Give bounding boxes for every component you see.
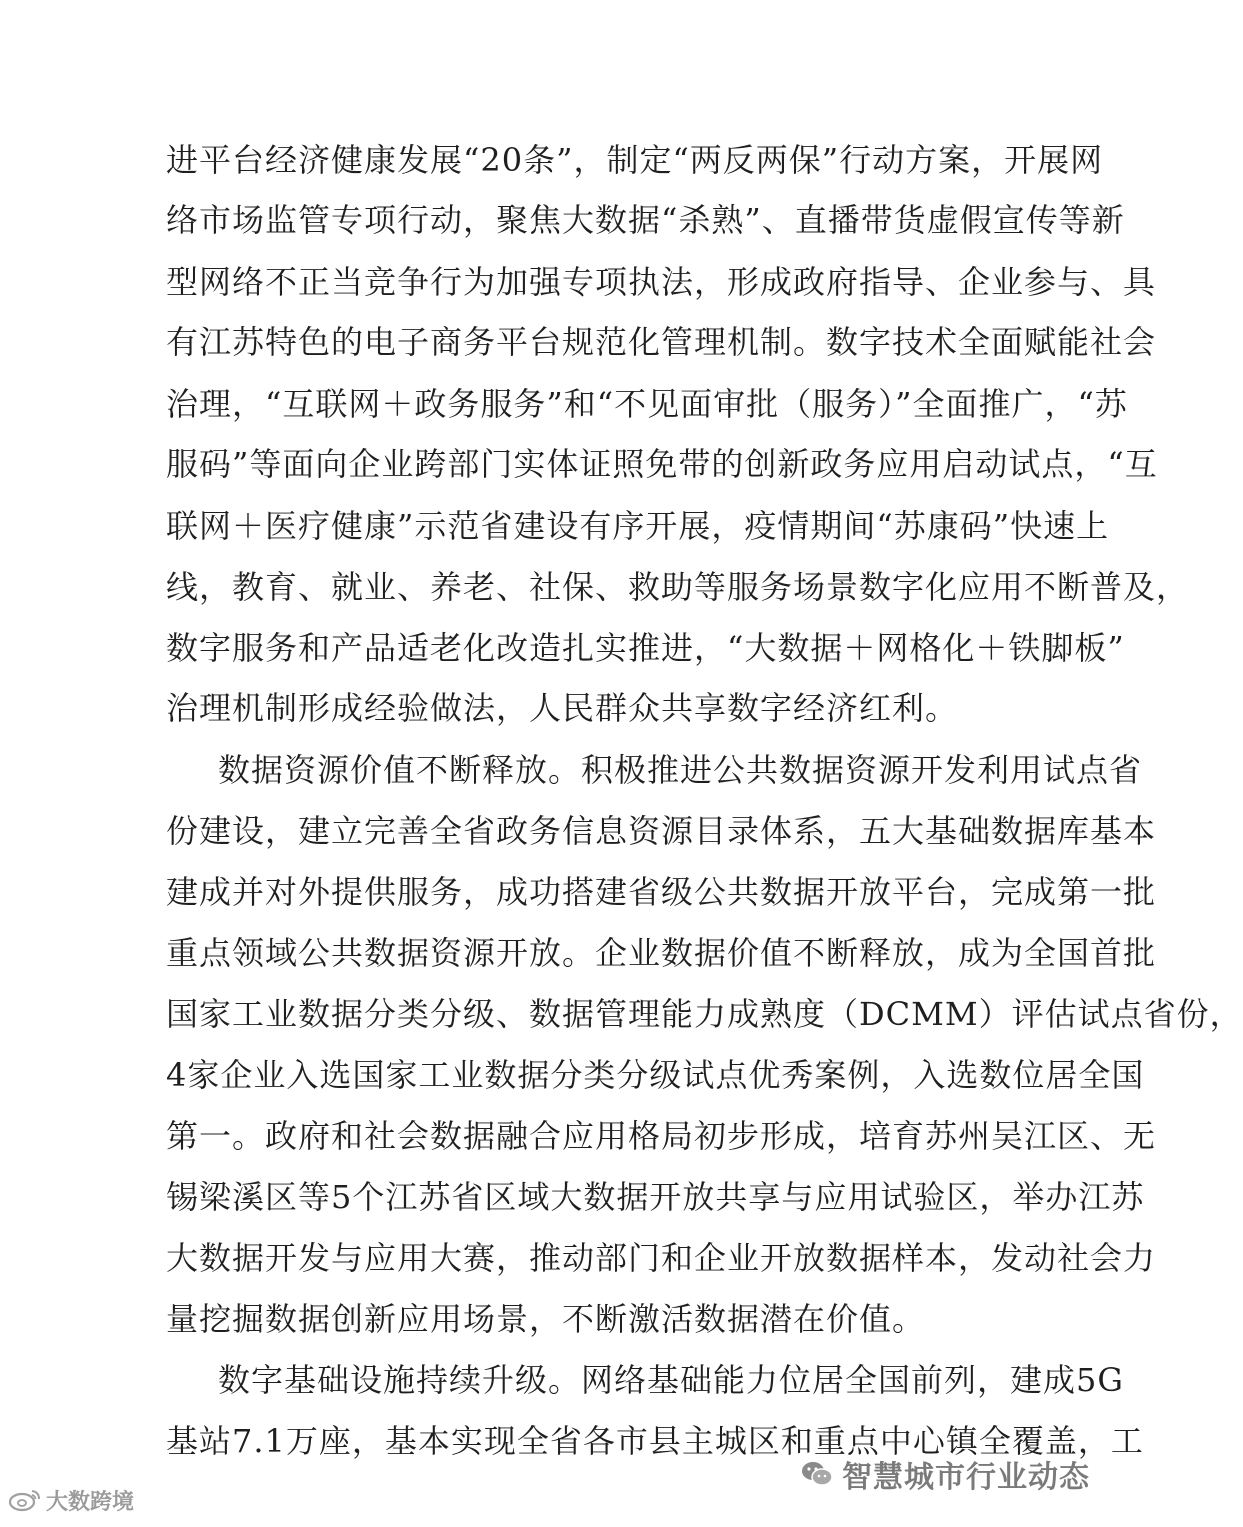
text-line: 数字服务和产品适老化改造扎实推进，“大数据＋网格化＋铁脚板” [166, 629, 1125, 667]
text-line: 服码”等面向企业跨部门实体证照免带的创新政务应用启动试点，“互 [166, 445, 1158, 483]
watermark-weibo [8, 1484, 134, 1516]
text-line: 治理，“互联网＋政务服务”和“不见面审批（服务）”全面推广，“苏 [166, 385, 1128, 423]
text-line: 国家工业数据分类分级、数据管理能力成熟度（DCMM）评估试点省份， [166, 995, 1243, 1033]
text-line: 4家企业入选国家工业数据分类分级试点优秀案例，入选数位居全国 [166, 1056, 1145, 1094]
text-line: 份建设，建立完善全省政务信息资源目录体系，五大基础数据库基本 [166, 812, 1157, 850]
watermark-wechat [800, 1452, 1090, 1496]
weibo-icon [8, 1487, 42, 1513]
watermark-left-text: 大数跨境 [46, 1489, 135, 1515]
text-line: 进平台经济健康发展“20条”，制定“两反两保”行动方案，开展网 [166, 141, 1104, 179]
paragraph-start-line: 数据资源价值不断释放。积极推进公共数据资源开发利用试点省 [218, 751, 1143, 789]
text-line: 量挖掘数据创新应用场景，不断激活数据潜在价值。 [166, 1300, 926, 1338]
text-line: 联网＋医疗健康”示范省建设有序开展，疫情期间“苏康码”快速上 [166, 507, 1110, 545]
wechat-icon [800, 1459, 834, 1489]
text-line: 重点领域公共数据资源开放。企业数据价值不断释放，成为全国首批 [166, 934, 1157, 972]
text-line: 治理机制形成经验做法，人民群众共享数字经济红利。 [166, 689, 959, 727]
text-line: 线，教育、就业、养老、社保、救助等服务场景数字化应用不断普及， [166, 568, 1190, 606]
text-line: 基站7.1万座，基本实现全省各市县主城区和重点中心镇全覆盖，工 [166, 1422, 1144, 1460]
text-line: 络市场监管专项行动，聚焦大数据“杀熟”、直播带货虚假宣传等新 [166, 201, 1125, 239]
text-line: 锡梁溪区等5个江苏省区域大数据开放共享与应用试验区，举办江苏 [166, 1178, 1145, 1216]
text-line: 型网络不正当竞争行为加强专项执法，形成政府指导、企业参与、具 [166, 263, 1157, 301]
text-line: 有江苏特色的电子商务平台规范化管理机制。数字技术全面赋能社会 [166, 323, 1157, 361]
text-line: 第一。政府和社会数据融合应用格局初步形成，培育苏州吴江区、无 [166, 1117, 1157, 1155]
paragraph-start-line: 数字基础设施持续升级。网络基础能力位居全国前列，建成5G [218, 1361, 1124, 1399]
watermark-right-text: 智慧城市行业动态 [842, 1460, 1090, 1495]
text-line: 大数据开发与应用大赛，推动部门和企业开放数据样本，发动社会力 [166, 1239, 1157, 1277]
text-line: 建成并对外提供服务，成功搭建省级公共数据开放平台，完成第一批 [166, 873, 1157, 911]
